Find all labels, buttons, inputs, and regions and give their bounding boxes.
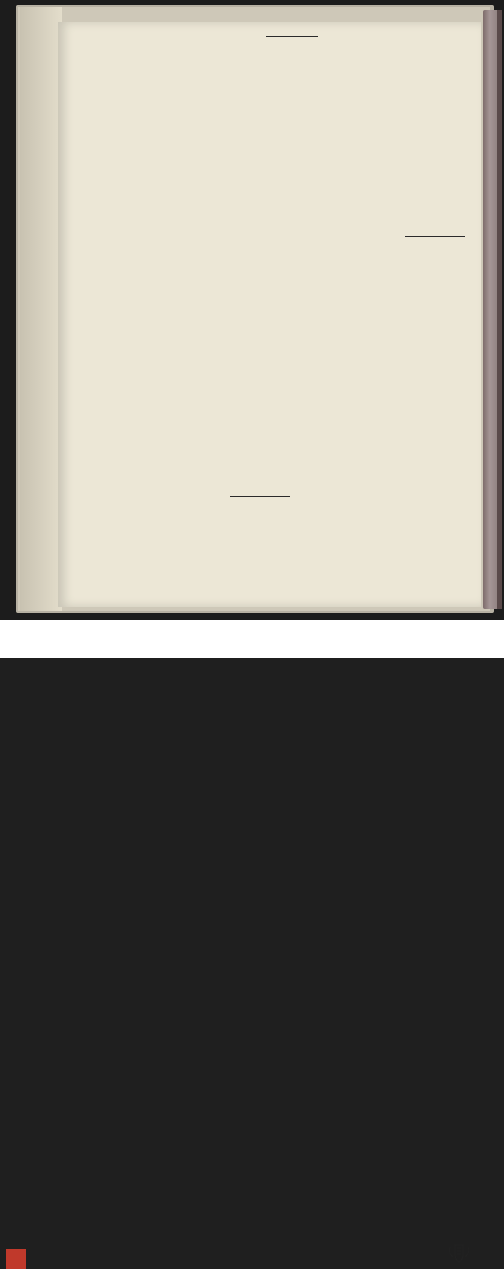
- bw-coat-of-arms-icon: [447, 1243, 471, 1263]
- scan-viewer: [0, 0, 504, 620]
- left-sum-rule: [230, 496, 290, 497]
- ribbon-edge: [497, 10, 502, 609]
- document-page: [58, 22, 481, 607]
- blb-logo[interactable]: [6, 1249, 26, 1269]
- header-underline: [266, 36, 318, 37]
- right-sum-rule: [405, 236, 465, 237]
- footer-bar: [0, 620, 504, 658]
- book-gutter: [20, 7, 62, 611]
